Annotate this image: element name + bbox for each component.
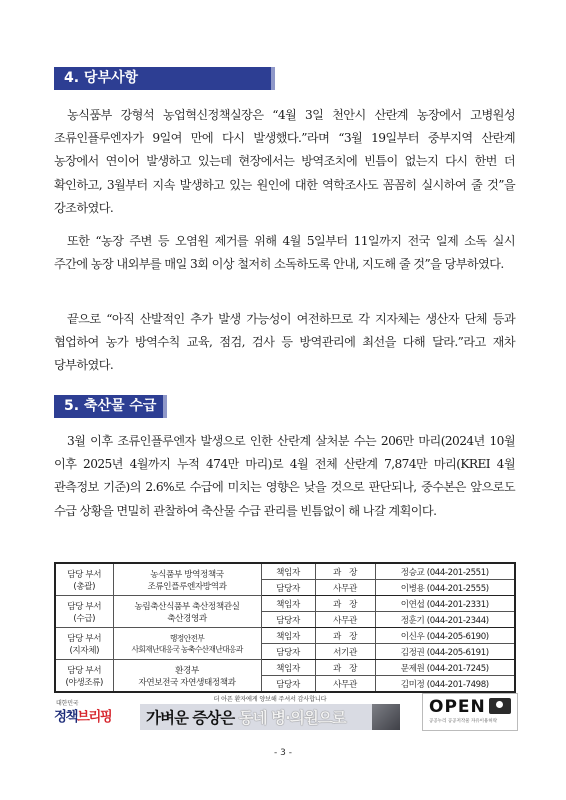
dept-cell: 담당 부서 (수급) [55, 596, 113, 628]
open-logo-wordmark: OPEN [429, 697, 486, 717]
open-license-logo [422, 693, 518, 731]
person-type: 책임자 [261, 660, 315, 676]
table-row [55, 596, 515, 612]
person-type: 담당자 [261, 676, 315, 693]
person-contact: 정승교 (044-201-2551) [375, 563, 515, 580]
person-type: 책임자 [261, 596, 315, 612]
person-title: 과 장 [315, 596, 375, 612]
table-row [55, 563, 515, 580]
page-number: - 3 - [274, 748, 292, 758]
org-cell: 행정안전부 사회재난대응국 농축수산재난대응과 [113, 628, 261, 660]
dept-cell: 담당 부서 (지자체) [55, 628, 113, 660]
person-title: 과 장 [315, 660, 375, 676]
campaign-banner [140, 691, 400, 733]
person-contact: 김정권 (044-205-6191) [375, 644, 515, 660]
section-heading-4: 4. 당부사항 [54, 67, 275, 90]
banner-image [372, 704, 400, 730]
person-contact: 문제원 (044-201-7245) [375, 660, 515, 676]
org-cell: 농식품부 방역정책국 조류인플루엔자방역과 [113, 563, 261, 596]
person-contact: 이연섭 (044-201-2331) [375, 596, 515, 612]
contact-table [54, 562, 516, 693]
org-cell: 농림축산식품부 축산정책관실 축산경영과 [113, 596, 261, 628]
person-title: 서기관 [315, 644, 375, 660]
person-title: 과 장 [315, 628, 375, 644]
person-title: 과 장 [315, 563, 375, 580]
table-row [55, 660, 515, 676]
person-type: 책임자 [261, 628, 315, 644]
policy-briefing-logo [54, 691, 126, 733]
dept-cell: 담당 부서 (야생조류) [55, 660, 113, 693]
banner-subtitle: 더 아픈 환자에게 양보해 주셔서 감사합니다 [213, 696, 327, 703]
person-title: 사무관 [315, 676, 375, 693]
open-logo-caption: 공공누리 공공저작물 자유이용허락 [429, 719, 498, 724]
person-type: 책임자 [261, 563, 315, 580]
person-title: 사무관 [315, 580, 375, 596]
footer [54, 691, 516, 733]
table-row [55, 628, 515, 644]
person-type: 담당자 [261, 612, 315, 628]
license-icon [489, 698, 511, 714]
banner-title: 가벼운 증상은 동네 병·의원으로 [146, 709, 346, 727]
section-heading-5: 5. 축산물 수급 [54, 395, 167, 418]
dept-cell: 담당 부서 (총괄) [55, 563, 113, 596]
org-cell: 환경부 자연보전국 자연생태정책과 [113, 660, 261, 693]
paragraph: 3월 이후 조류인플루엔자 발생으로 인한 산란계 살처분 수는 206만 마리(2024년 10월 이후 2025년 4월까지 누적 474만 마리)로 4월 전체 산란계 7,874만 마리(KREI 4월 관측정보 기준)의 2.6%로 수급에 미치는 영향은 낮을 것으로 판단되나, 중수본은 앞으로도 수급 상황을 면밀히 관찰하여 축산물 수급 관리를 빈틈없이 해 나갈 계획이다. [54, 434, 515, 518]
person-type: 담당자 [261, 580, 315, 596]
person-type: 담당자 [261, 644, 315, 660]
person-contact: 정훈기 (044-201-2344) [375, 612, 515, 628]
paragraph: 또한 “농장 주변 등 오염원 제거를 위해 4월 5일부터 11일까지 전국 일제 소독 실시 주간에 농장 내외부를 매일 3회 이상 철저히 소독하도록 안내, 지도해 줄 것”을 당부하였다. [54, 234, 515, 272]
paragraph: 끝으로 “아직 산발적인 추가 발생 가능성이 여전하므로 각 지자체는 생산자 단체 등과 협업하여 농가 방역수칙 교육, 점검, 검사 등 방역관리에 최선을 다해 달라.”라고 재차 당부하였다. [54, 312, 515, 373]
paragraph: 농식품부 강형석 농업혁신정책실장은 “4월 3일 천안시 산란계 농장에서 고병원성 조류인플루엔자가 9일여 만에 다시 발생했다.”라며 “3월 19일부터 중부지역 산란계 농장에서 연이어 발생하고 있는데 현장에서는 방역조치에 빈틈이 없는지 다시 한번 더 확인하고, 3월부터 지속 발생하고 있는 원인에 대한 역학조사도 꼼꼼히 실시하여 줄 것”을 강조하였다. [54, 108, 515, 215]
person-title: 사무관 [315, 612, 375, 628]
logo-caption: 대한민국 [56, 700, 79, 707]
logo-wordmark: 정책브리핑 [54, 709, 112, 725]
banner-main [140, 704, 400, 730]
person-contact: 이신우 (044-205-6190) [375, 628, 515, 644]
person-contact: 이병용 (044-201-2555) [375, 580, 515, 596]
person-contact: 김미정 (044-201-7498) [375, 676, 515, 693]
